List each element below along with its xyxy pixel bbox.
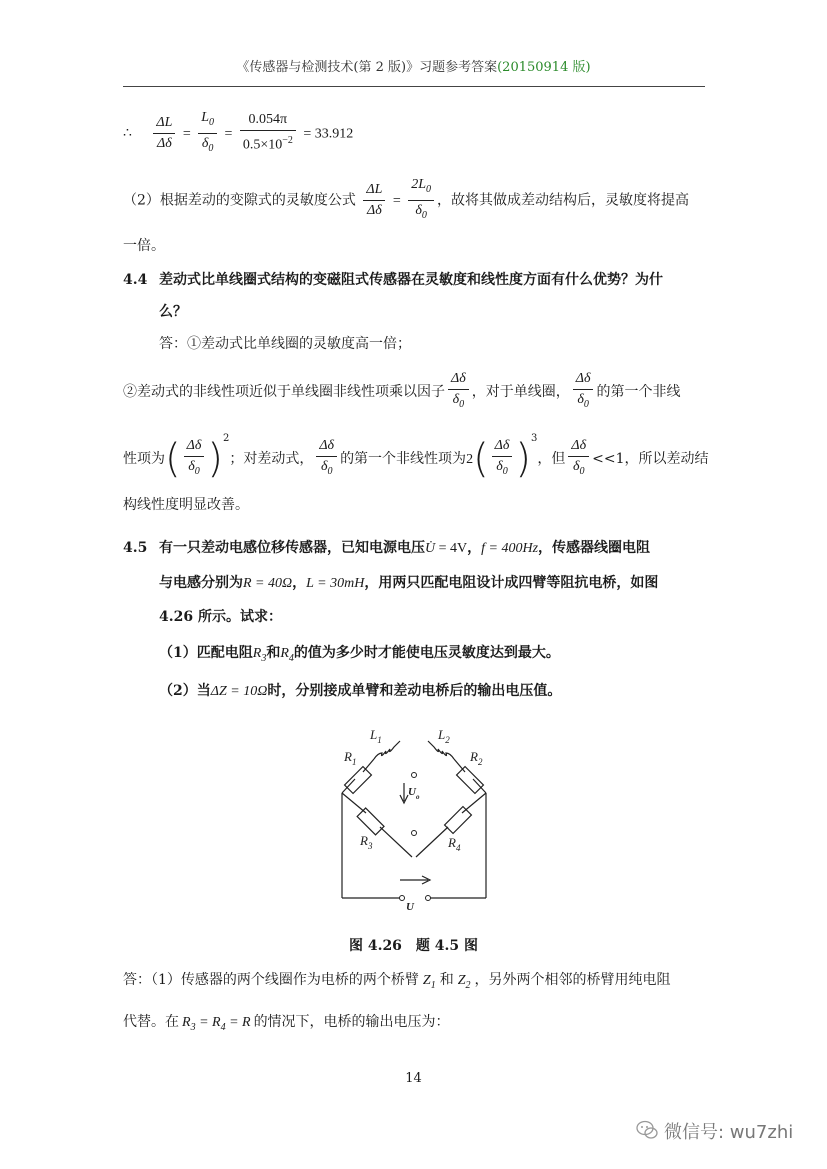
answer-4-5-line1: 答：（1）传感器的两个线圈作为电桥的两个桥臂 $Z_1$ 和 $Z_2$ ，另外两个相邻的桥臂用纯电阻 [123, 972, 671, 991]
wechat-icon [636, 1120, 658, 1140]
question-number: 4.4 [123, 272, 148, 288]
question-4-5-line2: 与电感分别为R = 40Ω，L = 30mH，用两只匹配电阻设计成四臂等阻抗电桥，如图 [159, 575, 659, 591]
page-header [0, 56, 827, 75]
answer-4-4-line2: ②差动式的非线性项近似于单线圈非线性项乘以因子 $\frac{\Delta\delta}{\delta_0}$ ，对于单线圈， $\frac{\Delta\delta}{\delta_0}$ 的第一个非线 [123, 371, 681, 410]
frac-dl-dd: $\frac{\Delta L}{\Delta\delta}$ [153, 113, 175, 154]
frac-dl-dd-2: $\frac{\Delta L}{\Delta\delta}$ [363, 180, 385, 221]
answer-4-4-line4: 构线性度明显改善。 [123, 497, 249, 513]
question-number: 4.5 [123, 540, 148, 556]
answer-4-5-line2: 代替。在 $R_3 = R_4 = R$ 的情况下，电桥的输出电压为： [123, 1014, 450, 1033]
question-4-4: 4.4 差动式比单线圈式结构的变磁阻式传感器在灵敏度和线性度方面有什么优势？为什 [123, 272, 663, 288]
equation-sensitivity: ∴ $\frac{\Delta L}{\Delta\delta}$ = $\frac{L_0}{\delta_0}$ = $\frac{0.054\pi}{0.5\times 10^{-2}}$ = 33.912 [123, 108, 713, 159]
question-4-5-sub1: （1）匹配电阻$R_3$和$R_4$的值为多少时才能使电压灵敏度达到最大。 [159, 645, 560, 664]
frac-2l0-d0: $\frac{2L_0}{\delta_0}$ [408, 175, 434, 226]
header-edition: (20150914 版) [497, 60, 591, 75]
therefore-sign: ∴ [123, 125, 132, 142]
watermark-text: 微信号: wu7zhi [664, 1122, 794, 1143]
frac-numeric: $\frac{0.054\pi}{0.5\times 10^{-2}}$ [240, 110, 296, 156]
bridge-circuit-figure [330, 715, 500, 915]
frac-l0-d0: $\frac{L_0}{\delta_0}$ [198, 108, 217, 159]
answer-4-4-line3: 性项为( $\frac{\Delta\delta}{\delta_0}$ )$^2$；对差动式， $\frac{\Delta\delta}{\delta_0}$ 的第一个非线性项为2( $\frac{\Delta\delta}{\delta_0}$ )$^3$，但 $\frac{\Delta\delta}{\delta_0}$ <<1，所以差动结 [123, 433, 709, 482]
label-l2: $L_2$ [438, 727, 450, 745]
label-l1: $L_1$ [370, 727, 382, 745]
label-uo: $U_o$ [408, 786, 420, 801]
label-r3: $R_3$ [360, 833, 373, 851]
figure-caption: 图 4.26 题 4.5 图 [348, 938, 479, 954]
label-r2: $R_2$ [470, 749, 483, 767]
question-4-5-line1: 4.5 有一只差动电感位移传感器，已知电源电压U̇ = 4V，f = 400Hz，传感器线圈电阻 [123, 540, 651, 556]
label-u-input: U [406, 901, 414, 913]
question-4-4-cont: 么？ [159, 304, 187, 320]
header-title: 《传感器与检测技术(第 2 版)》习题参考答案 [236, 60, 498, 75]
question-4-5-sub2: （2）当ΔZ = 10Ω时，分别接成单臂和差动电桥后的输出电压值。 [159, 683, 562, 699]
question-4-5-line3: 4.26 所示。试求： [159, 609, 282, 625]
part2-paragraph: （2）根据差动的变隙式的灵敏度公式 $\frac{\Delta L}{\Delta\delta}$ = $\frac{2L_0}{\delta_0}$ ，故将其做成差动结构后，灵敏度将提高 [123, 175, 713, 226]
answer-4-4-line1: 答：①差动式比单线圈的灵敏度高一倍； [159, 336, 411, 352]
part2-continuation: 一倍。 [123, 238, 165, 254]
page-number: 14 [405, 1071, 422, 1086]
header-rule [123, 86, 705, 87]
equation-result: = 33.912 [303, 126, 354, 142]
label-r1: $R_1$ [344, 749, 357, 767]
label-r4: $R_4$ [448, 835, 461, 853]
